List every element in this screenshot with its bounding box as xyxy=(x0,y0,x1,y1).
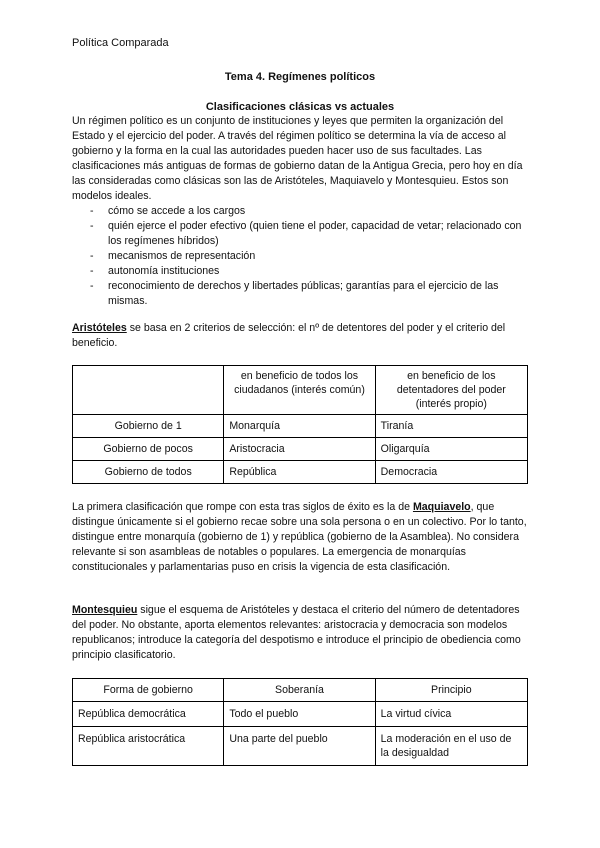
table-header-cell: Soberanía xyxy=(224,679,375,702)
table-header-cell xyxy=(73,366,224,415)
maquiavelo-text-after: , que distingue únicamente si el gobierno recae sobre una sola persona o en un colectivo. Por lo tanto, distingue entre monarquía (gobierno de 1) y república (gobierno de la Asamblea). No considera relevante si son asambleas de notables o populares. La emergencia de monarquías constitucionales y parlamentarias puso en crisis la vigencia de esta clasificación. xyxy=(72,501,527,573)
table-cell: Una parte del pueblo xyxy=(224,727,375,766)
table-header-row xyxy=(73,366,528,415)
list-item xyxy=(72,264,528,279)
intro-paragraph: Un régimen político es un conjunto de instituciones y leyes que permiten la organización del Estado y el ejercicio del poder. A través del régimen político se determina la vía de acceso al gobierno y la forma en la cual las autoridades pueden hacer uso de sus facultades. Las clasificaciones más antiguas de formas de gobierno datan de la Antigua Grecia, pero hoy en día las consideradas como clásicas son las de Aristóteles, Maquiavelo y Montesquieu. Estos son modelos ideales. xyxy=(72,115,523,202)
table-cell: La virtud cívica xyxy=(375,702,527,727)
table-cell: Oligarquía xyxy=(375,438,527,461)
montesquieu-text: sigue el esquema de Aristóteles y destaca el criterio del número de detentadores del poder. No obstante, aporta elementos relevantes: aristocracia y democracia son modelos republicanos; introduce la categoría del despotismo e introduce el principio de obediencia como principio clasificatorio. xyxy=(72,604,521,661)
table-cell: Aristocracia xyxy=(224,438,375,461)
table-cell: Gobierno de todos xyxy=(73,461,224,484)
montesquieu-paragraph xyxy=(72,603,528,663)
author-name-aristoteles: Aristóteles xyxy=(72,322,127,334)
author-name-montesquieu: Montesquieu xyxy=(72,604,138,616)
author-name-maquiavelo: Maquiavelo xyxy=(412,501,471,513)
table-cell: Monarquía xyxy=(224,415,375,438)
table-cell: Democracia xyxy=(375,461,527,484)
table-row xyxy=(73,461,528,484)
list-item-text: cómo se accede a los cargos xyxy=(108,205,246,217)
list-item-text: reconocimiento de derechos y libertades públicas; garantías para el ejercicio de las mismas. xyxy=(108,280,499,307)
table-cell: República democrática xyxy=(73,702,224,727)
section-subtitle: Clasificaciones clásicas vs actuales xyxy=(205,101,395,113)
maquiavelo-text-before: La primera clasificación que rompe con esta tras siglos de éxito es la de xyxy=(72,501,413,513)
table-cell: Tiranía xyxy=(375,415,527,438)
table-header-cell: Forma de gobierno xyxy=(73,679,224,702)
table-header-cell: en beneficio de los detentadores del poder (interés propio) xyxy=(375,366,527,415)
table-cell: La moderación en el uso de la desigualdad xyxy=(375,727,527,766)
table-cell: República xyxy=(224,461,375,484)
bullet-marker: - xyxy=(90,265,94,277)
table-header-cell: Principio xyxy=(375,679,527,702)
list-item xyxy=(72,219,528,249)
montesquieu-table xyxy=(72,678,528,766)
list-item xyxy=(72,204,528,219)
aristoteles-paragraph xyxy=(72,321,528,351)
bullet-marker: - xyxy=(90,250,94,262)
table-header-row xyxy=(73,679,528,702)
criteria-list xyxy=(72,204,528,309)
page-title: Tema 4. Regímenes políticos xyxy=(224,71,376,83)
aristoteles-table xyxy=(72,365,528,484)
table-cell: Todo el pueblo xyxy=(224,702,375,727)
bullet-marker: - xyxy=(90,205,94,217)
list-item xyxy=(72,279,528,309)
table-row xyxy=(73,438,528,461)
table-row xyxy=(73,727,528,766)
table-header-cell: en beneficio de todos los ciudadanos (interés común) xyxy=(224,366,375,415)
table-row xyxy=(73,702,528,727)
running-header: Política Comparada xyxy=(72,37,169,49)
list-item-text: quién ejerce el poder efectivo (quien tiene el poder, capacidad de vetar; relacionado con los regímenes híbridos) xyxy=(108,220,522,247)
list-item-text: autonomía instituciones xyxy=(108,265,220,277)
bullet-marker: - xyxy=(90,220,94,232)
table-cell: Gobierno de pocos xyxy=(73,438,224,461)
list-item-text: mecanismos de representación xyxy=(108,250,256,262)
bullet-marker: - xyxy=(90,280,94,292)
maquiavelo-paragraph xyxy=(72,500,528,575)
table-row xyxy=(73,415,528,438)
aristoteles-text: se basa en 2 criterios de selección: el nº de detentores del poder y el criterio del beneficio. xyxy=(72,322,506,349)
table-cell: República aristocrática xyxy=(73,727,224,766)
list-item xyxy=(72,249,528,264)
table-cell: Gobierno de 1 xyxy=(73,415,224,438)
